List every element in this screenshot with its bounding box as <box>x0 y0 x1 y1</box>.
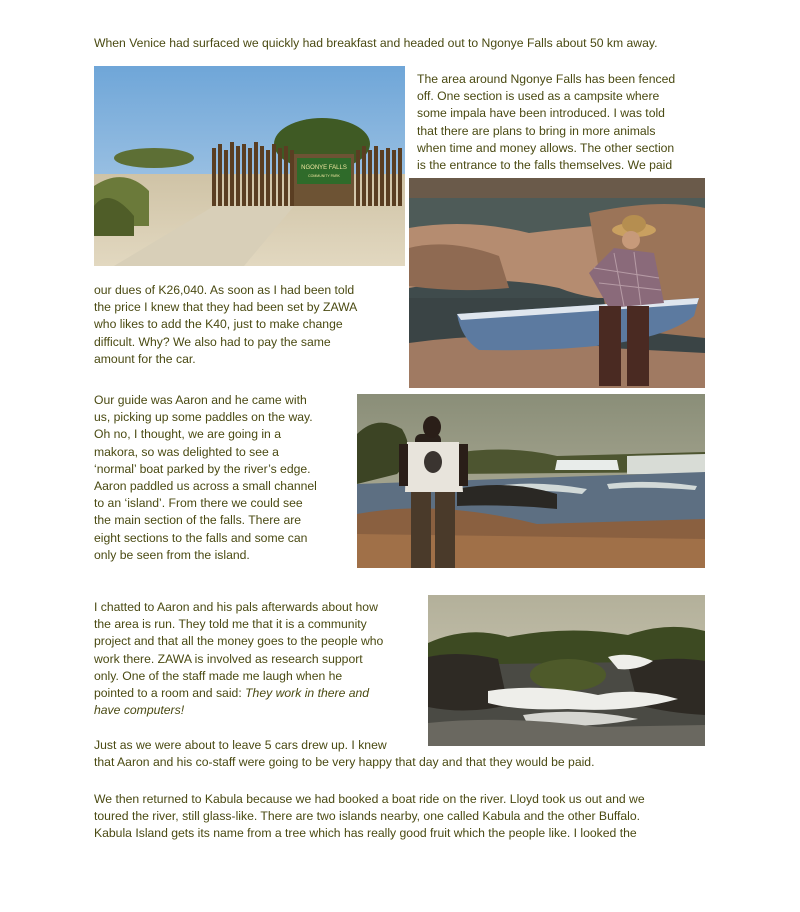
text-line: the main section of the falls. There are <box>94 513 302 528</box>
text-run: pointed to a room and said: <box>94 686 246 701</box>
text-line: makora, so was delighted to see a <box>94 444 279 459</box>
paragraph-five-cars <box>94 737 594 771</box>
paragraph-breakfast <box>94 35 657 52</box>
text-line: only be seen from the island. <box>94 547 250 562</box>
photo-boat-on-rocks <box>409 178 705 388</box>
text-line: I chatted to Aaron and his pals afterwards about how <box>94 600 378 614</box>
text-line: Just as we were about to leave 5 cars drew up. I knew <box>94 738 387 752</box>
text-line: Kabula Island gets its name from a tree which has really good fruit which the people like. I looked the <box>94 826 637 841</box>
text-line: the area is run. They told me that it is a community <box>94 617 367 632</box>
text-line: ‘normal’ boat parked by the river’s edge. <box>94 461 311 476</box>
photo-rapids <box>428 595 705 746</box>
paragraph-boat-ride <box>94 791 645 843</box>
paragraph-dues <box>94 282 357 368</box>
gate-sign <box>297 158 351 184</box>
text-line: eight sections to the falls and some can <box>94 530 308 545</box>
text-line: the price I knew that they had been set by ZAWA <box>94 300 358 315</box>
text-line: Aaron paddled us across a small channel <box>94 479 317 494</box>
text-line: When Venice had surfaced we quickly had breakfast and headed out to Ngonye Falls about 50 km away. <box>94 36 658 50</box>
text-line: amount for the car. <box>94 351 196 366</box>
italic-quote: have computers! <box>94 703 185 718</box>
text-line: Our guide was Aaron and he came with <box>94 393 307 407</box>
paragraph-guide-aaron <box>94 392 317 564</box>
text-line: work there. ZAWA is involved as research support <box>94 651 363 666</box>
text-line: that Aaron and his co-staff were going to be very happy that day and that they would be paid. <box>94 755 595 770</box>
text-line: when time and money allows. The other section <box>417 140 675 155</box>
text-line: is the entrance to the falls themselves. We paid <box>417 158 673 173</box>
text-line: that there are plans to bring in more animals <box>417 123 656 138</box>
text-line: We then returned to Kabula because we had booked a boat ride on the river. Lloyd took us out and we <box>94 792 645 806</box>
text-line: to an ‘island’. From there we could see <box>94 496 303 511</box>
text-line <box>94 685 383 702</box>
text-line <box>94 702 383 719</box>
photo-guide-at-falls <box>357 394 705 568</box>
text-line: our dues of K26,040. As soon as I had been told <box>94 283 355 297</box>
text-line: The area around Ngonye Falls has been fenced <box>417 72 676 86</box>
text-line: who likes to add the K40, just to make change <box>94 317 343 332</box>
text-line: off. One section is used as a campsite where <box>417 89 660 104</box>
text-line: toured the river, still glass-like. There are two islands nearby, one called Kabula and the other Buffalo. <box>94 809 641 824</box>
gate-sign-title: NGONYE FALLS <box>301 165 347 171</box>
gate-sign-subtitle: COMMUNITY PARK <box>308 174 340 178</box>
text-line: difficult. Why? We also had to pay the same <box>94 334 331 349</box>
text-line: only. One of the staff made me laugh when he <box>94 668 343 683</box>
photo-falls-gate <box>94 66 405 266</box>
text-line: project and that all the money goes to the people who <box>94 634 384 649</box>
paragraph-fenced-area <box>417 71 675 174</box>
paragraph-community-project <box>94 599 383 719</box>
text-line: us, picking up some paddles on the way. <box>94 410 313 425</box>
text-line: some impala have been introduced. I was told <box>417 106 665 121</box>
italic-quote: They work in there and <box>245 686 370 701</box>
text-line: Oh no, I thought, we are going in a <box>94 427 282 442</box>
